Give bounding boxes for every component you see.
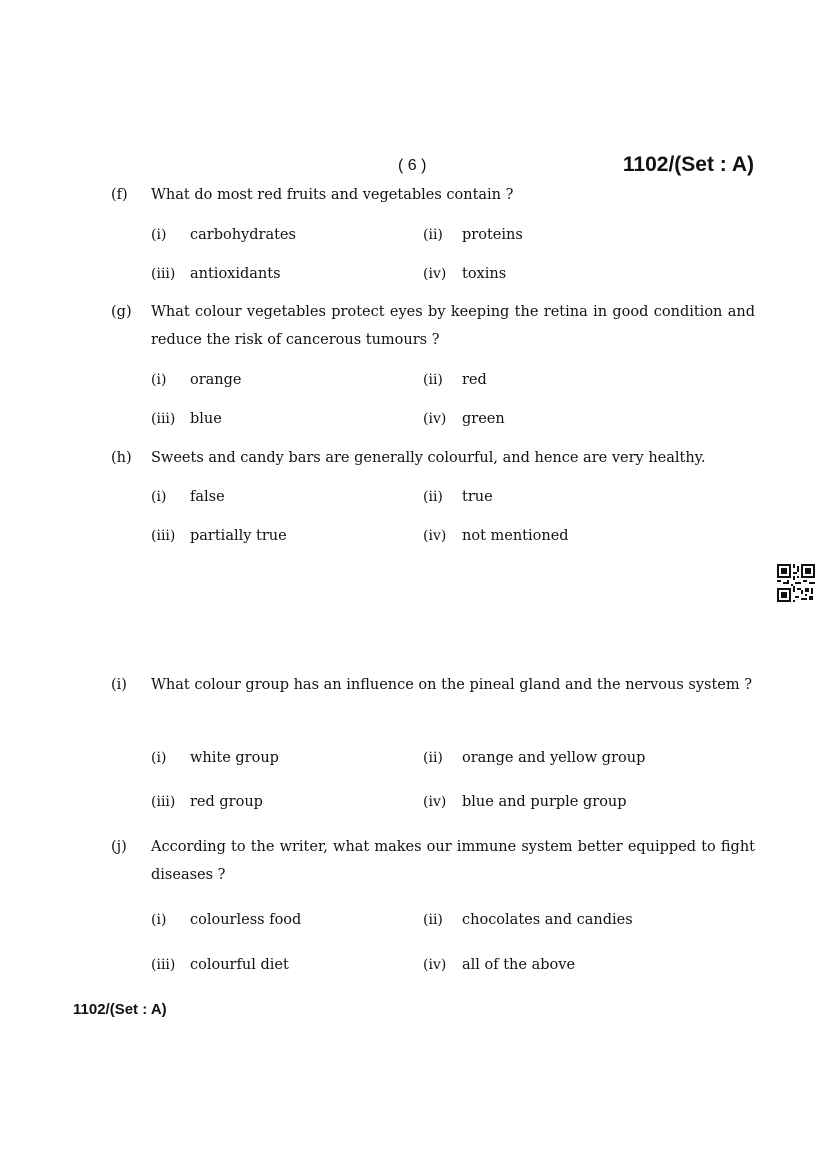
option-number: (iii) [151, 957, 176, 973]
option-text: orange and yellow group [462, 750, 646, 766]
option-number: (ii) [423, 489, 443, 505]
option-number: (iv) [423, 794, 447, 810]
question-text: Sweets and candy bars are generally colourful, and hence are very healthy. [151, 450, 706, 466]
option-number: (ii) [423, 372, 443, 388]
page-number: ( 6 ) [398, 157, 427, 174]
option-number: (ii) [423, 912, 443, 928]
question-text: According to the writer, what makes our immune system better equipped to fight diseases ? [151, 839, 755, 883]
qr-code-icon [777, 564, 815, 602]
question-text: What colour vegetables protect eyes by keeping the retina in good condition and reduce the risk of cancerous tumours ? [151, 304, 755, 348]
option-text: false [190, 489, 225, 505]
option-number: (i) [151, 372, 167, 388]
option-text: true [462, 489, 493, 505]
option-number: (iv) [423, 411, 447, 427]
option-number: (i) [151, 750, 167, 766]
option-text: partially true [190, 528, 287, 544]
question-label: (f) [111, 187, 128, 203]
option-number: (iii) [151, 411, 176, 427]
option-text: not mentioned [462, 528, 569, 544]
option-text: carbohydrates [190, 227, 296, 243]
option-text: chocolates and candies [462, 912, 633, 928]
question-label: (j) [111, 839, 127, 855]
option-text: all of the above [462, 957, 576, 973]
option-text: blue [190, 411, 222, 427]
option-text: white group [190, 750, 279, 766]
option-text: antioxidants [190, 266, 281, 282]
option-text: proteins [462, 227, 523, 243]
set-code-footer: 1102/(Set : A) [73, 1001, 167, 1018]
option-text: toxins [462, 266, 507, 282]
option-text: green [462, 411, 505, 427]
option-number: (ii) [423, 227, 443, 243]
option-text: colourful diet [190, 957, 289, 973]
question-label: (g) [111, 304, 132, 320]
option-number: (iv) [423, 266, 447, 282]
question-text: What colour group has an influence on the pineal gland and the nervous system ? [151, 677, 752, 693]
option-text: orange [190, 372, 242, 388]
option-text: red group [190, 794, 263, 810]
option-number: (i) [151, 912, 167, 928]
set-code-header: 1102/(Set : A) [622, 153, 754, 176]
option-text: red [462, 372, 487, 388]
question-label: (h) [111, 450, 132, 466]
option-number: (ii) [423, 750, 443, 766]
option-text: colourless food [190, 912, 302, 928]
option-text: blue and purple group [462, 794, 627, 810]
option-number: (iv) [423, 528, 447, 544]
option-number: (iii) [151, 528, 176, 544]
question-text: What do most red fruits and vegetables contain ? [151, 187, 514, 203]
option-number: (iv) [423, 957, 447, 973]
option-number: (iii) [151, 266, 176, 282]
option-number: (iii) [151, 794, 176, 810]
option-number: (i) [151, 489, 167, 505]
option-number: (i) [151, 227, 167, 243]
question-label: (i) [111, 677, 127, 693]
